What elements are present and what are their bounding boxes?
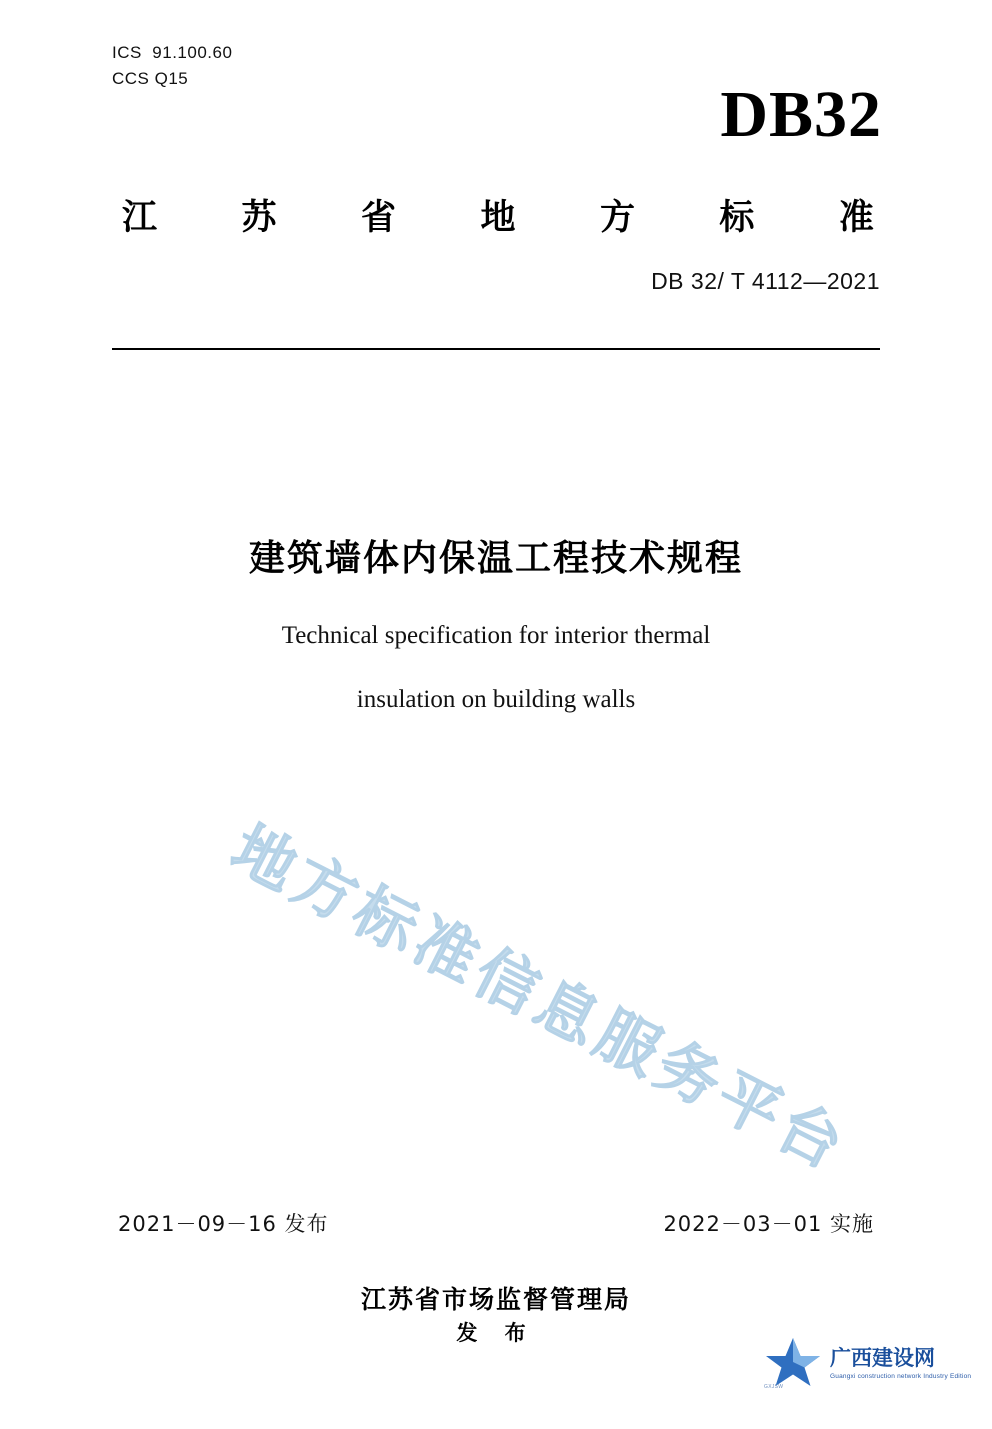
ics-code: ICS 91.100.60 (112, 43, 233, 62)
ics-classification-block (112, 40, 232, 93)
province-char-1: 苏 (241, 198, 277, 238)
province-char-0: 江 (122, 198, 158, 238)
publisher-action: 发 布 (456, 1321, 536, 1345)
watermark-text: 地方标准信息服务平台 (220, 811, 860, 1186)
document-title-english-line2: insulation on building walls (356, 686, 636, 713)
document-title-english-line1: Technical specification for interior thermal (281, 622, 711, 649)
logo-text-block (830, 1347, 971, 1380)
province-char-6: 准 (838, 198, 874, 238)
guangxi-construction-network-logo (762, 1335, 978, 1393)
header-divider (112, 348, 880, 350)
province-char-3: 地 (480, 198, 516, 238)
logo-name-english: Guangxi construction network Industry Edition (830, 1373, 972, 1381)
standard-number: DB 32/ T 4112—2021 (651, 268, 880, 294)
implementation-date: 2022－03－01 实施 (663, 1212, 874, 1236)
logo-tiny-text: GXJSW (764, 1384, 784, 1390)
ccs-code: CCS Q15 (112, 69, 189, 89)
province-char-2: 省 (360, 198, 396, 238)
province-char-5: 标 (719, 198, 755, 238)
publisher-name: 江苏省市场监督管理局 (360, 1285, 631, 1314)
issue-date: 2021－09－16 发布 (118, 1212, 329, 1236)
star-icon (762, 1336, 824, 1392)
db32-logo: DB32 (720, 78, 882, 151)
province-standard-title (112, 190, 880, 240)
document-title-chinese: 建筑墙体内保温工程技术规程 (248, 538, 743, 579)
province-char-4: 方 (599, 198, 635, 238)
logo-name-chinese: 广西建设网 (830, 1346, 935, 1371)
